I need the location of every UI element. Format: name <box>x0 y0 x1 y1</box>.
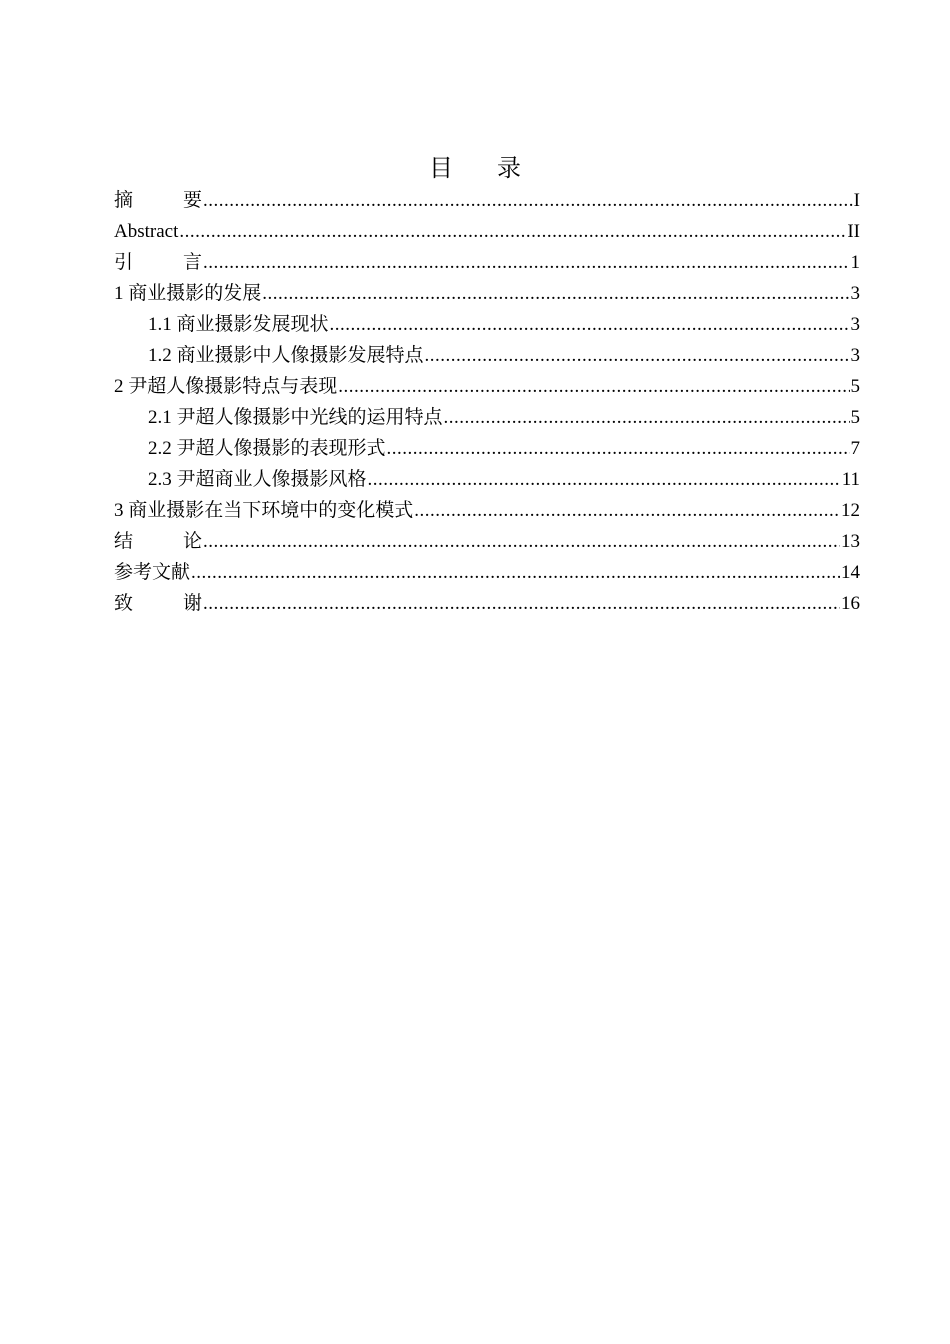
toc-entry-chapter-1[interactable] <box>114 278 860 309</box>
table-of-contents <box>114 185 860 619</box>
toc-leader-dots <box>330 309 850 340</box>
toc-entry-page: 3 <box>850 314 860 335</box>
toc-title-left: 目 <box>429 154 453 182</box>
toc-leader-dots <box>262 278 849 309</box>
toc-leader-dots <box>203 185 853 216</box>
toc-entry-chapter-2[interactable] <box>114 371 860 402</box>
toc-entry-section-2-3[interactable] <box>114 464 860 495</box>
toc-entry-introduction[interactable] <box>114 247 860 278</box>
toc-entry-label: 1 商业摄影的发展 <box>114 282 262 304</box>
toc-entry-label: 3 商业摄影在当下环境中的变化模式 <box>114 499 414 521</box>
toc-entry-page: 5 <box>850 407 860 428</box>
toc-title-right: 录 <box>497 154 521 182</box>
toc-entry-label: Abstract <box>114 221 179 242</box>
toc-leader-dots <box>387 433 850 464</box>
toc-leader-dots <box>338 371 849 402</box>
toc-leader-dots <box>191 557 840 588</box>
toc-leader-dots <box>414 495 840 526</box>
toc-leader-dots <box>203 526 840 557</box>
toc-entry-page: I <box>853 190 860 211</box>
toc-entry-section-1-1[interactable] <box>114 309 860 340</box>
toc-leader-dots <box>444 402 850 433</box>
toc-leader-dots <box>368 464 841 495</box>
toc-entry-page: 1 <box>850 252 860 273</box>
toc-entry-chapter-3[interactable] <box>114 495 860 526</box>
toc-entry-section-2-1[interactable] <box>114 402 860 433</box>
toc-entry-section-2-2[interactable] <box>114 433 860 464</box>
toc-entry-page: 3 <box>850 283 860 304</box>
toc-leader-dots <box>425 340 850 371</box>
toc-entry-page: 14 <box>841 562 860 583</box>
toc-leader-dots <box>203 247 850 278</box>
toc-entry-page: 12 <box>841 500 860 521</box>
toc-entry-page: 16 <box>841 593 860 614</box>
toc-entry-page: 13 <box>841 531 860 552</box>
toc-entry-section-1-2[interactable] <box>114 340 860 371</box>
toc-entry-page: 3 <box>850 345 860 366</box>
toc-entry-label: 2.3 尹超商业人像摄影风格 <box>148 468 367 490</box>
toc-title <box>0 152 950 184</box>
toc-entry-page: II <box>847 221 860 242</box>
toc-entry-label: 引 言 <box>114 251 202 273</box>
toc-entry-abstract-en[interactable] <box>114 216 860 247</box>
toc-entry-page: 11 <box>841 469 860 490</box>
toc-entry-label: 2.2 尹超人像摄影的表现形式 <box>148 437 386 459</box>
toc-entry-page: 7 <box>850 438 860 459</box>
toc-entry-label: 2 尹超人像摄影特点与表现 <box>114 375 338 397</box>
toc-entry-label: 致 谢 <box>114 592 202 614</box>
toc-entry-label: 结 论 <box>114 530 202 552</box>
toc-entry-label: 摘 要 <box>114 189 202 211</box>
toc-entry-label: 参考文献 <box>114 561 191 583</box>
toc-entry-page: 5 <box>850 376 860 397</box>
toc-entry-label: 1.1 商业摄影发展现状 <box>148 313 329 335</box>
toc-entry-label: 2.1 尹超人像摄影中光线的运用特点 <box>148 406 443 428</box>
toc-entry-conclusion[interactable] <box>114 526 860 557</box>
toc-entry-abstract-cn[interactable] <box>114 185 860 216</box>
toc-leader-dots <box>203 588 840 619</box>
toc-entry-label: 1.2 商业摄影中人像摄影发展特点 <box>148 344 424 366</box>
toc-entry-references[interactable] <box>114 557 860 588</box>
toc-entry-acknowledgements[interactable] <box>114 588 860 619</box>
toc-leader-dots <box>179 216 846 247</box>
